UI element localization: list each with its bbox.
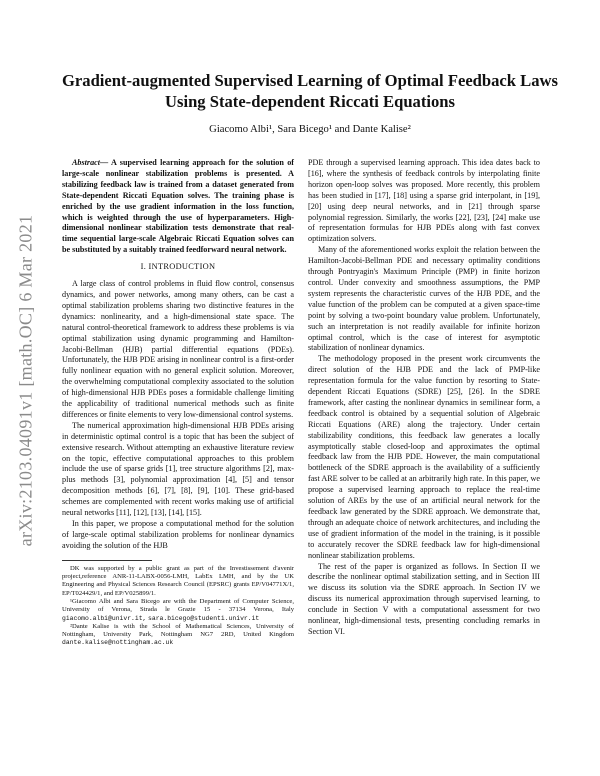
abstract-text: — A supervised learning approach for the solution of large-scale nonlinear stabilization problems is presented. A stabilizing feedback law is trained from a dataset generated from State-dependent Riccati Equation solves. The training phase is enriched by the use gradient information in the loss function, which is weighted through the use of hyperparameters. High-dimensional nonlinear stabilization tests demonstrate that real-time sequential large-scale Algebraic Riccati Equation solves can be substituted by a suitably trained feedforward neural network. — [62, 158, 294, 255]
footnotes — [62, 565, 294, 648]
footnote-divider — [62, 560, 152, 561]
intro-paragraph-1: A large class of control problems in fluid flow control, consensus dynamics, and power networks, among many others, can be cast a optimal stabilization problems sharing two distinctive features in the dynamics: nonlinearity, and a high-dimensional state space. The natural control-theoretical framework to address these problems is via optimal stabilization using dynamic programming and Hamilton-Jacobi-Bellman (HJB) partial differential equations (PDEs). Unfortunately, the HJB PDE arising in nonlinear control is a first-order fully nonlinear equation with no general explicit solution. Moreover, the overwhelming computational complexity associated to the solution of high-dimensional HJB PDEs poses a formidable challenge limiting the applicability of traditional numerical methods such as finite differences or finite elements to very low-dimensional control systems. — [62, 279, 294, 419]
intro-paragraph-6: The methodology proposed in the present work circumvents the direct solution of the HJB PDE and the lack of PMP-like representation formula for the value function by resorting to State-dependent Riccati Equations (SDRE) [25], [26]. In the SDRE framework, after casting the nonlinear dynamics in semilinear form, a feedback control is obtained by a sequential solution of Algebraic Riccati Equations (ARE) along the trajectory. Under certain stabilizability conditions, this feedback law generates a locally asymptotically stable closed-loop and approximates the optimal feedback law from the HJB PDE. However, the main computational bottleneck of the SDRE approach is the availability of a sufficiently fast ARE solver to be called at an arbitrarily high rate. In this paper, we propose a supervised learning approach to replace the real-time solution of AREs by the use of an artificial neural network for the feedback law generated by the SDRE approach. We demonstrate that, through an adequate choice of network architectures, and including the use of gradient information of the model in the training, is it possible to accurately recover the SDRE feedback law for high-dimensional nonlinear stabilization problems. — [308, 354, 540, 560]
paper-title: Gradient-augmented Supervised Learning of Optimal Feedback Laws Using State-dependent Riccati Equations — [62, 71, 558, 111]
right-column — [308, 158, 540, 638]
abstract — [62, 158, 294, 256]
footnote-affiliation-1-text: ¹Giacomo Albi and Sara Bicego are with the Department of Computer Science, University of Verona, Strada le Grazie 15 - 37134 Verona, Italy — [62, 597, 294, 614]
intro-paragraph-2: The numerical approximation high-dimensional HJB PDEs arising in deterministic optimal control is a topic that has been the subject of extensive research. Without attempting an exhaustive literature review on the topic, effective computational approaches to this problem include the use of sparse grids [1], tree structure algorithms [2], max-plus methods [3], polynomial approximation [4], [5] and tensor decomposition methods [6], [7], [8], [9], [10]. These grid-based schemes are complemented with recent works making use of artificial neural networks [11], [12], [13], [14], [15]. — [62, 420, 294, 518]
email-kalise[interactable]: dante.kalise@nottingham.ac.uk — [62, 639, 174, 647]
intro-paragraph-3: In this paper, we propose a computational method for the solution of large-scale optimal stabilization problems for nonlinear dynamics avoiding the solution of the HJB — [62, 519, 294, 550]
email-bicego[interactable]: sara.bicego@studenti.univr.it — [148, 614, 260, 622]
email-albi[interactable]: giacomo.albi@univr.it, — [62, 614, 147, 622]
intro-paragraph-4: PDE through a supervised learning approach. This idea dates back to [16], where the synthesis of feedback controls by interpolating finite horizon open-loop solves was proposed. More recently, this problem has been studied in [17], [18] using a sparse grid interpolant, in [19], [20] using deep neural networks, and in [21] through sparse polynomial regression. Similarly, the works [22], [23], [24] make use of representation formulas for HJB PDEs along with fast convex optimization solvers. — [308, 158, 540, 244]
abstract-label: Abstract — [72, 158, 100, 167]
intro-paragraph-5: Many of the aforementioned works exploit the relation between the Hamilton-Jacobi-Bellman PDE and necessary optimality conditions through Pontryagin's Maximum Principle (PMP) in finite horizon control. Under convexity and smoothness assumptions, the PMP system represents the characteristic curves of the HJB PDE, and the value function of the problem can be computed at a given space-time point by solving a two-point boundary value problem. Unfortunately, such an interpretation is not readily available for infinite horizon optimal control, which is the case of interest for asymptotic stabilization of nonlinear dynamics. — [308, 245, 540, 353]
footnote-affiliation-2 — [62, 623, 294, 648]
author-list: Giacomo Albi¹, Sara Bicego¹ and Dante Kalise² — [209, 124, 411, 135]
section-heading-introduction: I. INTRODUCTION — [140, 262, 216, 272]
footnote-affiliation-2-text: ²Dante Kalise is with the School of Mathematical Sciences, University of Nottingham, University Park, Nottingham NG7 2RD, United Kingdom — [62, 622, 294, 639]
arxiv-id-text: arXiv:2103.04091v1 [math.OC] 6 Mar 2021 — [15, 214, 36, 546]
intro-paragraph-7: The rest of the paper is organized as follows. In Section II we describe the nonlinear optimal stabilization setting, and in Section III we discuss its solution via the SDRE approach. In Section IV we discuss its numerical approximation through supervised learning, to conclude in Section V with a computational assessment for two nonlinear, high-dimensional tests, presenting concluding remarks in Section VI. — [308, 561, 540, 636]
arxiv-identifier-stamp — [14, 30, 38, 730]
left-column — [62, 158, 294, 648]
footnote-funding: DK was supported by a public grant as part of the Investissement d'avenir project,reference ANR-11-LABX-0056-LMH, LabEx LMH, and by the UK Engineering and Physical Sciences Research Council (EPSRC) grants EP/V04771X/1, EP/T024429/1, and EP/V025899/1. — [62, 564, 294, 597]
footnote-affiliation-1 — [62, 598, 294, 623]
